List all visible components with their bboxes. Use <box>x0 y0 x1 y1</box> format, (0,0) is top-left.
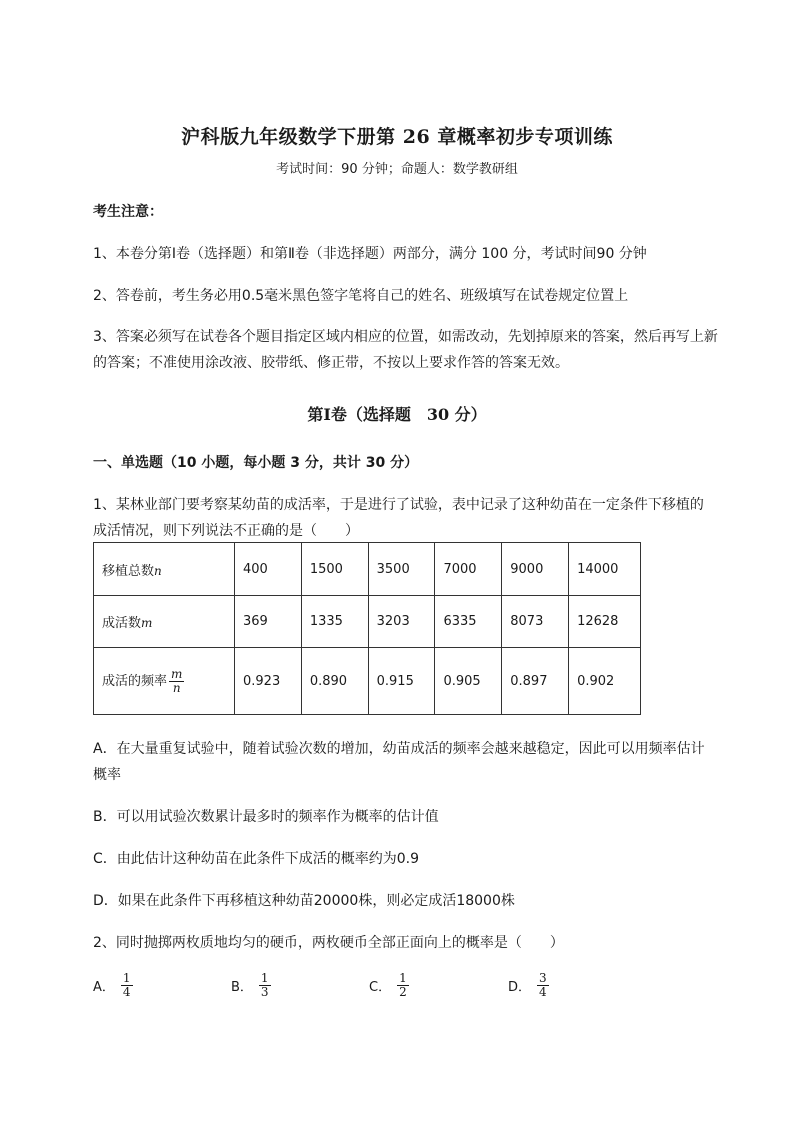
notice-item-3-line2: 的答案；不准使用涂改液、胶带纸、修正带，不按以上要求作答的答案无效。 <box>93 355 569 371</box>
table-cell: 6335 <box>435 596 502 648</box>
table-cell: 12628 <box>569 596 641 648</box>
fraction-m-over-n <box>169 668 184 695</box>
variable-m: m <box>141 616 153 630</box>
option-fraction <box>397 972 409 999</box>
option-label: B． <box>231 980 253 995</box>
variable-n: n <box>154 563 162 578</box>
table-row-label <box>94 648 235 715</box>
option-fraction <box>121 972 133 999</box>
fraction-denominator: 4 <box>539 985 547 999</box>
fraction-numerator: 1 <box>260 971 269 985</box>
fraction-denominator: 4 <box>122 985 131 999</box>
q1-option-a-line2: 概率 <box>93 767 121 783</box>
notice-item-1: 1、本卷分第Ⅰ卷（选择题）和第Ⅱ卷（非选择题）两部分，满分 100 分，考试时间90 分钟 <box>93 246 647 262</box>
q1-option-d: D．如果在此条件下再移植这种幼苗20000株，则必定成活18000株 <box>93 893 515 909</box>
q1-option-a-line1: A．在大量重复试验中，随着试验次数的增加，幼苗成活的频率会越来越稳定，因此可以用频率估计 <box>93 741 705 757</box>
option-label: C． <box>369 980 392 995</box>
option-fraction <box>259 972 271 999</box>
section-title: 第Ⅰ卷（选择题 30 分） <box>307 405 487 424</box>
table-cell: 0.890 <box>301 648 368 715</box>
option-label: A． <box>93 980 115 995</box>
table-row <box>94 648 641 715</box>
q1-data-table <box>93 542 641 715</box>
row-label-text: 成活的频率 <box>102 673 168 689</box>
part-heading: 一、单选题（10 小题，每小题 3 分，共计 30 分） <box>93 455 419 471</box>
table-cell: 8073 <box>502 596 569 648</box>
table-cell: 0.905 <box>435 648 502 715</box>
table-cell: 0.915 <box>368 648 435 715</box>
table-cell: 1335 <box>301 596 368 648</box>
notice-heading: 考生注意： <box>93 204 163 220</box>
table-cell: 0.902 <box>569 648 641 715</box>
q1-option-b: B．可以用试验次数累计最多时的频率作为概率的估计值 <box>93 809 439 825</box>
table-row <box>94 596 641 648</box>
row-label-text: 成活数 <box>102 616 142 631</box>
q2-option-a <box>93 972 133 999</box>
q2-option-d <box>508 972 549 999</box>
table-cell: 0.923 <box>235 648 302 715</box>
q1-option-c: C．由此估计这种幼苗在此条件下成活的概率约为0.9 <box>93 851 420 867</box>
table-cell: 1500 <box>301 543 368 596</box>
option-fraction <box>537 972 549 999</box>
fraction-numerator: m <box>171 666 183 681</box>
q2-option-c <box>369 972 409 999</box>
q1-stem-line1: 1、某林业部门要考察某幼苗的成活率，于是进行了试验，表中记录了这种幼苗在一定条件下移植的 <box>93 497 704 513</box>
exam-info: 考试时间：90 分钟；命题人：数学教研组 <box>276 162 518 177</box>
table-cell: 0.897 <box>502 648 569 715</box>
table-cell: 9000 <box>502 543 569 596</box>
table-row-label <box>94 596 235 648</box>
q2-option-b <box>231 972 271 999</box>
table-row-label <box>94 543 235 596</box>
notice-item-2: 2、答卷前，考生务必用0.5毫米黑色签字笔将自己的姓名、班级填写在试卷规定位置上 <box>93 288 629 304</box>
fraction-denominator: 3 <box>260 985 269 999</box>
table-cell: 400 <box>235 543 302 596</box>
page-title: 沪科版九年级数学下册第 26 章概率初步专项训练 <box>181 126 613 148</box>
fraction-numerator: 1 <box>399 971 407 985</box>
table-cell: 369 <box>235 596 302 648</box>
option-label: D． <box>508 980 532 995</box>
fraction-denominator: n <box>172 680 181 695</box>
table-row <box>94 543 641 596</box>
table-cell: 7000 <box>435 543 502 596</box>
q2-stem: 2、同时抛掷两枚质地均匀的硬币，两枚硬币全部正面向上的概率是（ ） <box>93 935 564 951</box>
notice-item-3-line1: 3、答案必须写在试卷各个题目指定区域内相应的位置，如需改动，先划掉原来的答案，然后再写上新 <box>93 329 718 345</box>
table-cell: 14000 <box>569 543 641 596</box>
fraction-numerator: 1 <box>122 971 131 985</box>
table-cell: 3500 <box>368 543 435 596</box>
q1-stem-line2: 成活情况，则下列说法不正确的是（ ） <box>93 523 359 539</box>
row-label-text: 移植总数 <box>102 563 155 579</box>
fraction-denominator: 2 <box>399 985 407 999</box>
fraction-numerator: 3 <box>539 971 547 985</box>
table-cell: 3203 <box>368 596 435 648</box>
